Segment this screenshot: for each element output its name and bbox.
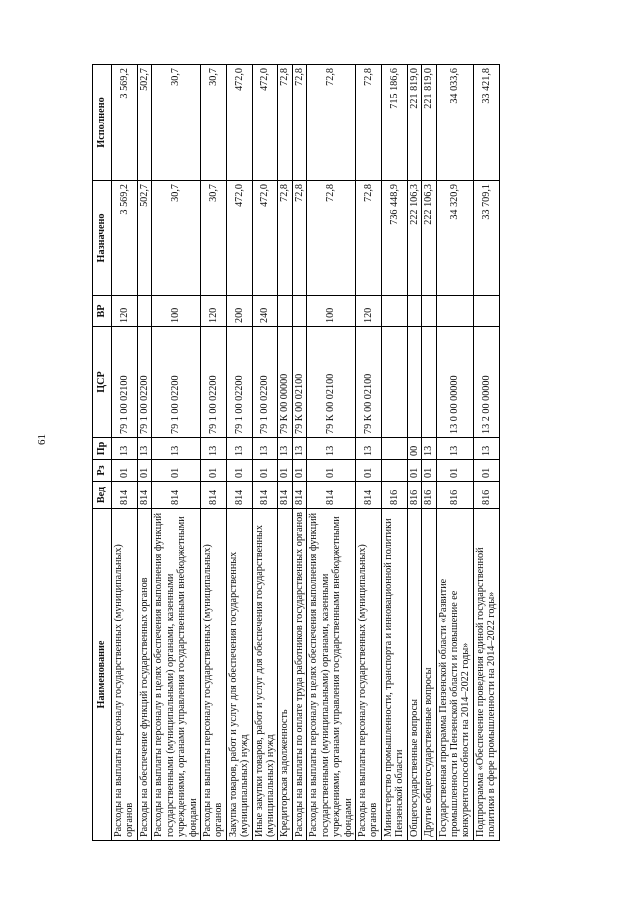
cell-rz: 01 (356, 460, 382, 482)
cell-ispolneno: 472,0 (226, 65, 252, 181)
cell-naznacheno: 72,8 (356, 181, 382, 296)
cell-naznacheno: 222 106,3 (407, 181, 421, 296)
cell-csr: 13 2 00 00000 (473, 327, 499, 438)
cell-name: Расходы на выплаты персоналу государственных (муниципальных) органов (112, 509, 138, 841)
cell-pr: 13 (473, 438, 499, 460)
cell-csr (407, 327, 421, 438)
cell-ispolneno: 72,8 (356, 65, 382, 181)
cell-ved: 814 (152, 482, 201, 509)
cell-name: Расходы на выплаты персоналу государственных (муниципальных) органов (356, 509, 382, 841)
cell-ispolneno: 72,8 (292, 65, 306, 181)
cell-ved: 814 (307, 482, 356, 509)
cell-name: Расходы на выплаты персоналу в целях обеспечения выполнения функций государственными (муниципальными) органами, казенными учреждениями, органами управления государственными внебюджетными фондами (152, 509, 201, 841)
cell-naznacheno: 222 106,3 (422, 181, 436, 296)
table-row (200, 65, 226, 841)
table-row (292, 65, 306, 841)
header-ved: Вед (93, 482, 112, 509)
cell-name: Расходы на выплаты персоналу государственных (муниципальных) органов (200, 509, 226, 841)
cell-rz: 01 (152, 460, 201, 482)
cell-vr: 120 (356, 296, 382, 327)
cell-ved: 814 (200, 482, 226, 509)
cell-csr: 79 1 00 02200 (226, 327, 252, 438)
cell-naznacheno: 472,0 (252, 181, 278, 296)
cell-ved: 814 (356, 482, 382, 509)
cell-ispolneno: 33 421,8 (473, 65, 499, 181)
cell-vr (473, 296, 499, 327)
cell-ispolneno: 221 819,0 (407, 65, 421, 181)
cell-naznacheno: 72,8 (292, 181, 306, 296)
cell-rz: 01 (292, 460, 306, 482)
cell-ved: 814 (112, 482, 138, 509)
header-ispolneno: Исполнено (93, 65, 112, 181)
table-row (226, 65, 252, 841)
cell-pr: 13 (356, 438, 382, 460)
cell-name: Министерство промышленности, транспорта и инновационной политики Пензенской области (381, 509, 407, 841)
cell-pr: 13 (436, 438, 473, 460)
cell-pr: 13 (200, 438, 226, 460)
cell-rz: 01 (226, 460, 252, 482)
cell-naznacheno: 72,8 (278, 181, 292, 296)
cell-rz: 01 (252, 460, 278, 482)
budget-table (92, 64, 500, 841)
cell-pr: 13 (152, 438, 201, 460)
cell-ved: 814 (292, 482, 306, 509)
cell-vr (381, 296, 407, 327)
cell-naznacheno: 33 709,1 (473, 181, 499, 296)
table-row (137, 65, 151, 841)
cell-ved: 814 (226, 482, 252, 509)
cell-pr: 13 (307, 438, 356, 460)
table-row (152, 65, 201, 841)
cell-vr: 100 (152, 296, 201, 327)
table-row (307, 65, 356, 841)
cell-pr: 00 (407, 438, 421, 460)
cell-pr: 13 (292, 438, 306, 460)
cell-naznacheno: 472,0 (226, 181, 252, 296)
table-row (422, 65, 436, 841)
cell-pr: 13 (422, 438, 436, 460)
cell-vr: 120 (112, 296, 138, 327)
cell-vr: 120 (200, 296, 226, 327)
cell-naznacheno: 34 320,9 (436, 181, 473, 296)
cell-ispolneno: 502,7 (137, 65, 151, 181)
cell-csr: 79 1 00 02200 (200, 327, 226, 438)
table-row (278, 65, 292, 841)
cell-naznacheno: 30,7 (200, 181, 226, 296)
cell-rz: 01 (200, 460, 226, 482)
cell-name: Закупка товаров, работ и услуг для обеспечения государственных (муниципальных) нужд (226, 509, 252, 841)
cell-vr (278, 296, 292, 327)
cell-rz: 01 (436, 460, 473, 482)
cell-pr: 13 (112, 438, 138, 460)
cell-csr: 79 К 00 02100 (356, 327, 382, 438)
cell-name: Государственная программа Пензенской области «Развитие промышленности в Пензенской области и повышение ее конкурентоспособности на 2014–2022 годы» (436, 509, 473, 841)
cell-pr: 13 (278, 438, 292, 460)
table-row (473, 65, 499, 841)
cell-ispolneno: 3 569,2 (112, 65, 138, 181)
cell-naznacheno: 30,7 (152, 181, 201, 296)
table-row (356, 65, 382, 841)
cell-name: Другие общегосударственные вопросы (422, 509, 436, 841)
cell-csr: 79 1 00 02200 (152, 327, 201, 438)
cell-ispolneno: 30,7 (200, 65, 226, 181)
cell-csr: 79 К 00 02100 (292, 327, 306, 438)
cell-pr: 13 (252, 438, 278, 460)
cell-csr (422, 327, 436, 438)
table-row (381, 65, 407, 841)
cell-rz (381, 460, 407, 482)
cell-ispolneno: 72,8 (278, 65, 292, 181)
header-vr: ВР (93, 296, 112, 327)
cell-name: Расходы на выплаты персоналу в целях обеспечения выполнения функций государственными (муниципальными) органами, казенными учреждениями, органами управления государственными внебюджетными фондами (307, 509, 356, 841)
cell-csr: 79 К 00 02100 (307, 327, 356, 438)
cell-rz: 01 (422, 460, 436, 482)
cell-naznacheno: 72,8 (307, 181, 356, 296)
cell-vr (292, 296, 306, 327)
cell-ispolneno: 34 033,6 (436, 65, 473, 181)
cell-csr: 13 0 00 00000 (436, 327, 473, 438)
cell-vr: 200 (226, 296, 252, 327)
cell-name: Расходы на выплаты по оплате труда работников государственных органов (292, 509, 306, 841)
cell-rz: 01 (112, 460, 138, 482)
cell-naznacheno: 502,7 (137, 181, 151, 296)
cell-name: Общегосударственные вопросы (407, 509, 421, 841)
header-csr: ЦСР (93, 327, 112, 438)
cell-rz: 01 (407, 460, 421, 482)
cell-vr (407, 296, 421, 327)
table-row (112, 65, 138, 841)
cell-ved: 814 (137, 482, 151, 509)
cell-rz: 01 (307, 460, 356, 482)
cell-ved: 816 (407, 482, 421, 509)
cell-csr: 79 К 00 00000 (278, 327, 292, 438)
cell-vr: 240 (252, 296, 278, 327)
cell-ved: 816 (422, 482, 436, 509)
cell-ved: 816 (436, 482, 473, 509)
cell-name: Кредиторская задолженность (278, 509, 292, 841)
cell-name: Подпрограмма «Обеспечение проведения единой государственной политики в сфере промышленности на 2014–2022 годы» (473, 509, 499, 841)
cell-ispolneno: 472,0 (252, 65, 278, 181)
cell-rz: 01 (137, 460, 151, 482)
cell-csr (381, 327, 407, 438)
header-name: Наименование (93, 509, 112, 841)
cell-ispolneno: 30,7 (152, 65, 201, 181)
cell-pr (381, 438, 407, 460)
cell-vr (436, 296, 473, 327)
cell-pr: 13 (226, 438, 252, 460)
table-row (407, 65, 421, 841)
cell-name: Иные закупки товаров, работ и услуг для обеспечения государственных (муниципальных) нужд (252, 509, 278, 841)
cell-naznacheno: 3 569,2 (112, 181, 138, 296)
header-pr: Пр (93, 438, 112, 460)
cell-ispolneno: 72,8 (307, 65, 356, 181)
cell-csr: 79 1 00 02200 (252, 327, 278, 438)
cell-rz: 01 (473, 460, 499, 482)
page-number: 61 (36, 434, 48, 445)
cell-csr: 79 1 00 02200 (137, 327, 151, 438)
cell-ved: 816 (473, 482, 499, 509)
table-row (252, 65, 278, 841)
cell-ved: 814 (278, 482, 292, 509)
cell-vr: 100 (307, 296, 356, 327)
cell-ispolneno: 715 186,6 (381, 65, 407, 181)
header-naznacheno: Назначено (93, 181, 112, 296)
cell-ispolneno: 221 819,0 (422, 65, 436, 181)
cell-name: Расходы на обеспечение функций государственных органов (137, 509, 151, 841)
header-rz: Рз (93, 460, 112, 482)
cell-vr (422, 296, 436, 327)
table-header-row (93, 65, 112, 841)
cell-ved: 816 (381, 482, 407, 509)
cell-ved: 814 (252, 482, 278, 509)
table-row (436, 65, 473, 841)
cell-csr: 79 1 00 02100 (112, 327, 138, 438)
cell-naznacheno: 736 448,9 (381, 181, 407, 296)
budget-table-rotated (92, 65, 560, 841)
cell-rz: 01 (278, 460, 292, 482)
cell-pr: 13 (137, 438, 151, 460)
cell-vr (137, 296, 151, 327)
